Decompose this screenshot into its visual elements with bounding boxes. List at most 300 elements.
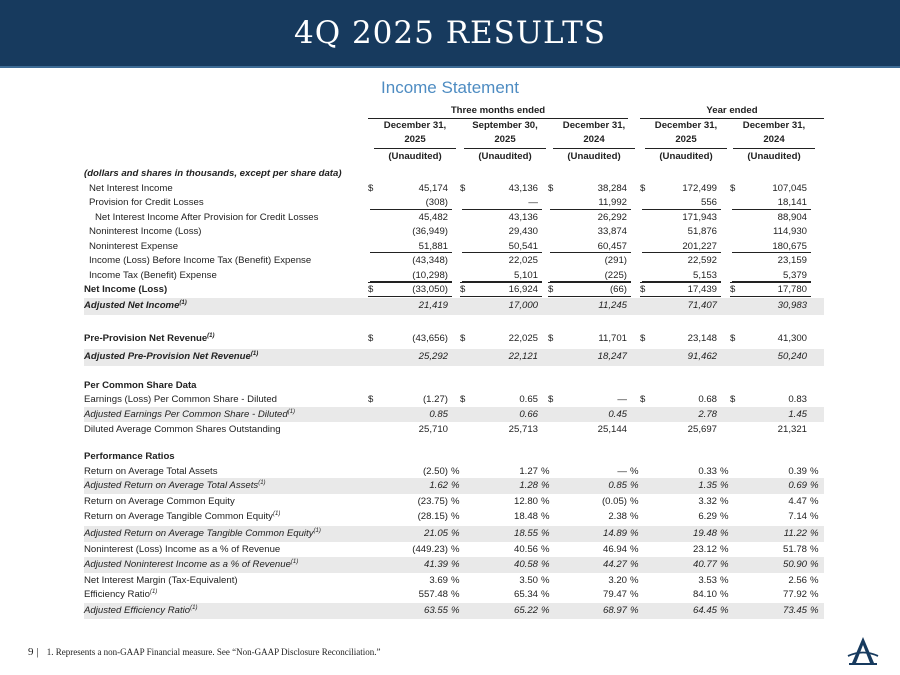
- row-label-text: Adjusted Efficiency Ratio: [84, 605, 191, 616]
- cell-value: 50,541: [508, 240, 538, 252]
- cell-value: 60,457: [597, 240, 627, 252]
- table-row: [84, 210, 824, 225]
- cell-value: 65.34: [513, 589, 538, 600]
- cell-value: 41,300: [777, 332, 807, 344]
- currency-symbol: $: [548, 394, 554, 405]
- percent-sign: %: [720, 510, 729, 522]
- column-status: (Unaudited): [659, 151, 713, 162]
- column-header-line1: December 31,: [383, 120, 447, 131]
- row-label: [84, 451, 175, 462]
- cell-value: 0.69: [788, 480, 807, 491]
- cell-value: 25,710: [418, 423, 448, 435]
- cell-value: 0.66: [519, 408, 538, 420]
- page-number: 9 |: [28, 646, 39, 658]
- total-rule: [460, 282, 542, 283]
- page-title: 4Q 2025 RESULTS: [293, 15, 607, 51]
- currency-symbol: $: [640, 284, 646, 295]
- percent-sign: %: [541, 559, 550, 570]
- column-status: (Unaudited): [478, 151, 532, 162]
- cell-value: 2.78: [698, 408, 717, 420]
- cell-value: (33,050): [412, 284, 448, 295]
- cell-value: 17,000: [508, 299, 538, 311]
- currency-symbol: $: [730, 332, 736, 344]
- percent-sign: %: [541, 589, 550, 600]
- cell-value: 18,247: [597, 350, 627, 362]
- column-header-line2: 2025: [404, 133, 426, 145]
- cell-value: 21,419: [418, 299, 448, 311]
- row-label: [84, 528, 321, 539]
- cell-value: 73.45: [782, 605, 807, 616]
- percent-sign: %: [630, 510, 639, 522]
- percent-sign: %: [451, 495, 460, 507]
- cell-value: 25,713: [508, 423, 538, 435]
- row-label: [84, 496, 235, 507]
- cell-value: 21.05: [423, 527, 448, 539]
- row-label-text: Return on Average Common Equity: [84, 495, 235, 507]
- table-row: [84, 181, 824, 196]
- cell-value: 180,675: [772, 240, 807, 252]
- cell-value: 44.27: [602, 559, 627, 570]
- column-status: (Unaudited): [747, 151, 801, 162]
- row-label-text: Adjusted Return on Average Tangible Common Equity: [84, 527, 314, 539]
- row-label: [89, 241, 178, 252]
- percent-sign: %: [630, 495, 639, 507]
- column-header: [733, 119, 815, 146]
- cell-value: 1.62: [429, 480, 448, 491]
- row-label: [84, 380, 197, 391]
- column-header-line1: December 31,: [742, 120, 806, 131]
- percent-sign: %: [451, 574, 460, 586]
- cell-value: —: [617, 394, 627, 405]
- cell-value: 0.83: [788, 394, 807, 405]
- currency-symbol: $: [460, 182, 466, 194]
- currency-symbol: $: [460, 394, 466, 405]
- cell-value: 23.12: [692, 544, 717, 555]
- percent-sign: %: [541, 480, 550, 491]
- percent-sign: %: [630, 544, 639, 555]
- percent-sign: %: [810, 495, 819, 507]
- row-label-text: Efficiency Ratio: [84, 589, 150, 600]
- cell-value: 3.53: [698, 574, 717, 586]
- cell-value: 33,874: [597, 226, 627, 237]
- footnote-marker: (1): [313, 527, 321, 534]
- total-rule: [368, 282, 452, 283]
- currency-symbol: $: [368, 284, 374, 295]
- table-row: [84, 224, 824, 239]
- table-row: [84, 587, 824, 603]
- cell-value: 43,136: [508, 182, 538, 194]
- row-label-text: Return on Average Tangible Common Equity: [84, 510, 273, 522]
- cell-value: 12.80: [513, 495, 538, 507]
- cell-value: 11,245: [598, 299, 627, 311]
- table-row: [84, 298, 824, 315]
- table-row: [84, 392, 824, 407]
- row-label-text: Pre-Provision Net Revenue: [84, 332, 208, 344]
- cell-value: 0.39: [788, 465, 807, 477]
- cell-value: 79.47: [602, 589, 627, 600]
- footnote-marker: (1): [149, 589, 158, 595]
- table-row: [84, 526, 824, 543]
- percent-sign: %: [451, 480, 460, 491]
- footnote: 1. Represents a non-GAAP Financial measure. See “Non-GAAP Disclosure Reconciliation.”: [46, 647, 381, 657]
- percent-sign: %: [810, 527, 819, 539]
- cell-value: 63.55: [423, 605, 448, 616]
- cell-value: 45,174: [418, 182, 448, 194]
- percent-sign: %: [541, 465, 550, 477]
- cell-value: (0.05): [601, 495, 627, 507]
- column-header: [553, 119, 635, 146]
- cell-value: 114,930: [773, 226, 807, 237]
- cell-value: 46.94: [602, 544, 627, 555]
- cell-value: 556: [700, 197, 717, 208]
- table-row: [84, 195, 824, 210]
- blank-row: [84, 315, 824, 331]
- cell-value: 84.10: [692, 589, 717, 600]
- table-row: [84, 166, 824, 181]
- company-logo-icon: [846, 636, 880, 666]
- cell-value: (66): [609, 284, 627, 295]
- percent-sign: %: [451, 465, 460, 477]
- cell-value: 22,025: [508, 332, 538, 344]
- column-header-rule: [645, 148, 727, 149]
- row-label-text: Adjusted Net Income: [84, 299, 180, 311]
- row-label: [89, 270, 217, 281]
- cell-value: 5,101: [513, 269, 538, 281]
- percent-sign: %: [810, 559, 819, 570]
- cell-value: 25,697: [687, 423, 717, 435]
- cell-value: (28.15): [417, 510, 448, 522]
- cell-value: (10,298): [412, 269, 448, 281]
- cell-value: 17,439: [687, 284, 717, 295]
- cell-value: 22,121: [508, 350, 538, 362]
- table-row: [84, 268, 824, 283]
- cell-value: 17,780: [777, 284, 807, 295]
- cell-value: (36,949): [412, 226, 448, 237]
- cell-value: (23.75): [417, 495, 448, 507]
- row-label: [84, 589, 157, 600]
- percent-sign: %: [541, 495, 550, 507]
- percent-sign: %: [720, 605, 729, 616]
- table-row: [84, 557, 824, 573]
- percent-sign: %: [810, 544, 819, 555]
- percent-sign: %: [541, 544, 550, 555]
- cell-value: (225): [604, 269, 627, 281]
- cell-value: 22,592: [687, 255, 717, 266]
- cell-value: 71,407: [687, 299, 717, 311]
- cell-value: (308): [425, 197, 448, 208]
- cell-value: 0.68: [698, 394, 717, 405]
- currency-symbol: $: [368, 332, 374, 344]
- footnote-marker: (1): [272, 510, 281, 517]
- row-label: [89, 197, 204, 208]
- cell-value: (2.50): [422, 465, 448, 477]
- cell-value: 5,379: [782, 269, 807, 281]
- cell-value: 18.48: [513, 510, 538, 522]
- percent-sign: %: [720, 544, 729, 555]
- row-label-text: Per Common Share Data: [84, 379, 197, 391]
- row-label: [84, 351, 258, 362]
- currency-symbol: $: [460, 332, 466, 344]
- currency-symbol: $: [548, 284, 554, 295]
- cell-value: 51.78: [782, 544, 807, 555]
- column-header-rule: [464, 148, 546, 149]
- column-header: [374, 119, 456, 146]
- percent-sign: %: [630, 465, 639, 477]
- row-label-text: Noninterest Expense: [89, 240, 179, 252]
- cell-value: 11,992: [598, 197, 627, 208]
- currency-symbol: $: [730, 284, 736, 295]
- table-row: [84, 253, 824, 268]
- cell-value: 557.48: [418, 589, 448, 600]
- column-header-line2: 2024: [583, 133, 605, 145]
- row-label-text: Provision for Credit Losses: [89, 197, 204, 208]
- section-subtitle: Income Statement: [381, 78, 519, 97]
- title-banner: [0, 0, 900, 68]
- row-label-text: Diluted Average Common Shares Outstanding: [84, 423, 281, 435]
- footnote-marker: (1): [258, 480, 266, 486]
- percent-sign: %: [541, 527, 550, 539]
- cell-value: 21,321: [777, 423, 807, 435]
- cell-value: 107,045: [772, 182, 807, 194]
- cell-value: 2.56: [788, 574, 807, 586]
- row-label: [89, 255, 311, 266]
- row-label-text: Net Interest Income: [89, 182, 173, 194]
- footnote-marker: (1): [190, 605, 198, 611]
- row-label-text: Earnings (Loss) Per Common Share - Diluted: [84, 394, 278, 405]
- column-status: (Unaudited): [388, 151, 442, 162]
- row-label-text: Return on Average Total Assets: [84, 465, 218, 477]
- cell-value: (449.23): [412, 544, 448, 555]
- cell-value: 7.14: [788, 510, 807, 522]
- column-header-line1: September 30,: [472, 120, 538, 131]
- percent-sign: %: [630, 527, 639, 539]
- percent-sign: %: [451, 527, 460, 539]
- table-row: [84, 478, 824, 494]
- cell-value: 14.89: [602, 527, 627, 539]
- cell-value: 51,876: [687, 226, 717, 237]
- percent-sign: %: [810, 510, 819, 522]
- cell-value: 0.85: [429, 408, 448, 420]
- percent-sign: %: [451, 510, 460, 522]
- percent-sign: %: [451, 559, 460, 570]
- cell-value: 23,148: [687, 332, 717, 344]
- row-label-text: Noninterest Income (Loss): [89, 226, 202, 237]
- table-row: [84, 542, 824, 557]
- total-rule: [548, 282, 631, 283]
- cell-value: 38,284: [597, 182, 627, 194]
- cell-value: 0.33: [698, 465, 717, 477]
- currency-symbol: $: [548, 332, 554, 344]
- table-row: [84, 464, 824, 479]
- cell-value: 41.39: [423, 559, 448, 570]
- column-status: (Unaudited): [567, 151, 621, 162]
- percent-sign: %: [541, 605, 550, 616]
- cell-value: 1.45: [788, 408, 807, 420]
- cell-value: 2.38: [608, 510, 627, 522]
- blank-row: [84, 366, 824, 378]
- currency-symbol: $: [730, 182, 736, 194]
- row-label: [84, 480, 266, 491]
- column-header-line1: December 31,: [654, 120, 718, 131]
- cell-value: 65.22: [513, 605, 538, 616]
- cell-value: 3.20: [608, 574, 627, 586]
- row-label-text: Performance Ratios: [84, 451, 175, 462]
- cell-value: 16,924: [508, 284, 538, 295]
- cell-value: 45,482: [418, 211, 448, 223]
- cell-value: 40.58: [513, 559, 538, 570]
- row-label: [84, 544, 280, 555]
- cell-value: 26,292: [597, 211, 627, 223]
- percent-sign: %: [630, 559, 639, 570]
- table-row: [84, 494, 824, 509]
- percent-sign: %: [630, 605, 639, 616]
- currency-symbol: $: [548, 182, 554, 194]
- row-label: [84, 511, 280, 522]
- cell-value: (43,656): [412, 332, 448, 344]
- cell-value: 23,159: [777, 255, 807, 266]
- group-three-months: Three months ended: [368, 104, 628, 119]
- percent-sign: %: [720, 495, 729, 507]
- column-header: [645, 119, 727, 146]
- row-label: [89, 226, 202, 237]
- cell-value: 11,701: [598, 332, 627, 344]
- currency-symbol: $: [368, 182, 374, 194]
- percent-sign: %: [720, 527, 729, 539]
- row-label-text: Adjusted Return on Average Total Assets: [84, 480, 259, 491]
- row-label-text: Adjusted Earnings Per Common Share - Diluted: [84, 408, 288, 420]
- table-row: [84, 239, 824, 254]
- cell-value: 50.90: [782, 559, 807, 570]
- column-header-line2: 2025: [675, 133, 697, 145]
- percent-sign: %: [810, 605, 819, 616]
- table-row: [84, 449, 824, 464]
- column-header-rule: [553, 148, 635, 149]
- cell-value: 172,499: [682, 182, 717, 194]
- table-row: [84, 422, 824, 437]
- row-label-text: Income Tax (Benefit) Expense: [89, 269, 217, 281]
- percent-sign: %: [630, 589, 639, 600]
- cell-value: (291): [604, 255, 627, 266]
- cell-value: 3.50: [519, 574, 538, 586]
- table-row: [84, 573, 824, 588]
- table-row: [84, 407, 824, 422]
- cell-value: 171,943: [682, 211, 717, 223]
- column-header: [464, 119, 546, 146]
- footnote-marker: (1): [250, 350, 259, 357]
- cell-value: 6.29: [698, 510, 717, 522]
- column-header-rule: [733, 148, 815, 149]
- row-label-text: Noninterest (Loss) Income as a % of Revenue: [84, 544, 281, 555]
- row-label: [84, 559, 298, 570]
- cell-value: —: [617, 465, 627, 477]
- cell-value: 3.69: [429, 574, 448, 586]
- cell-value: 1.27: [519, 465, 538, 477]
- table-row: [84, 378, 824, 393]
- footnote-marker: (1): [207, 332, 215, 339]
- total-rule: [640, 282, 721, 283]
- cell-value: 64.45: [692, 605, 717, 616]
- cell-value: 0.65: [519, 394, 538, 405]
- row-label-text: Net Interest Margin (Tax-Equivalent): [84, 574, 238, 586]
- currency-symbol: $: [640, 394, 646, 405]
- cell-value: 1.28: [519, 480, 538, 491]
- currency-symbol: $: [368, 394, 374, 405]
- currency-symbol: $: [730, 394, 736, 405]
- percent-sign: %: [810, 574, 819, 586]
- cell-value: 19.48: [692, 527, 717, 539]
- percent-sign: %: [720, 480, 729, 491]
- cell-value: 18.55: [513, 527, 538, 539]
- cell-value: 11.22: [783, 527, 807, 539]
- column-header-rule: [374, 148, 456, 149]
- cell-value: 22,025: [508, 255, 538, 266]
- cell-value: 91,462: [687, 350, 717, 362]
- percent-sign: %: [451, 605, 460, 616]
- cell-value: 0.45: [608, 408, 627, 420]
- table-row: [84, 331, 824, 349]
- percent-sign: %: [451, 544, 460, 555]
- cell-value: 88,904: [777, 211, 807, 223]
- row-label: [84, 409, 295, 420]
- table-row: [84, 603, 824, 619]
- cell-value: 40.77: [692, 559, 717, 570]
- currency-symbol: $: [640, 332, 646, 344]
- footer: [28, 646, 380, 658]
- row-label: [84, 168, 342, 179]
- percent-sign: %: [630, 480, 639, 491]
- cell-value: 51,881: [418, 240, 448, 252]
- percent-sign: %: [810, 589, 819, 600]
- currency-symbol: $: [640, 182, 646, 194]
- footnote-marker: (1): [287, 408, 296, 415]
- row-label: [84, 424, 281, 435]
- percent-sign: %: [810, 480, 819, 491]
- column-header-line1: December 31,: [562, 120, 626, 131]
- percent-sign: %: [541, 510, 550, 522]
- cell-value: 77.92: [782, 589, 807, 600]
- percent-sign: %: [810, 465, 819, 477]
- percent-sign: %: [720, 559, 729, 570]
- row-label: [84, 394, 277, 405]
- group-year-ended: Year ended: [640, 104, 824, 119]
- cell-value: 4.47: [788, 495, 807, 507]
- footnote-marker: (1): [179, 299, 187, 306]
- cell-value: 201,227: [682, 240, 717, 252]
- row-label-text: Net Interest Income After Provision for Credit Losses: [95, 211, 319, 223]
- cell-value: —: [528, 197, 538, 208]
- cell-value: 29,430: [508, 226, 538, 237]
- cell-value: 3.32: [698, 495, 717, 507]
- cell-value: 18,141: [777, 197, 807, 208]
- percent-sign: %: [541, 574, 550, 586]
- row-label: [84, 605, 197, 616]
- row-label: [84, 284, 167, 295]
- column-header-line2: 2025: [494, 133, 516, 145]
- row-label: [95, 212, 318, 223]
- cell-value: 1.35: [698, 480, 717, 491]
- percent-sign: %: [630, 574, 639, 586]
- row-label-text: Net Income (Loss): [84, 284, 168, 295]
- row-label: [89, 183, 173, 194]
- cell-value: (43,348): [412, 255, 448, 266]
- row-label-text: Adjusted Noninterest Income as a % of Revenue: [84, 559, 291, 570]
- table-row: [84, 282, 824, 298]
- column-header-line2: 2024: [763, 133, 785, 145]
- cell-value: 0.85: [608, 480, 627, 491]
- cell-value: 30,983: [777, 299, 807, 311]
- percent-sign: %: [720, 465, 729, 477]
- row-label: [84, 466, 218, 477]
